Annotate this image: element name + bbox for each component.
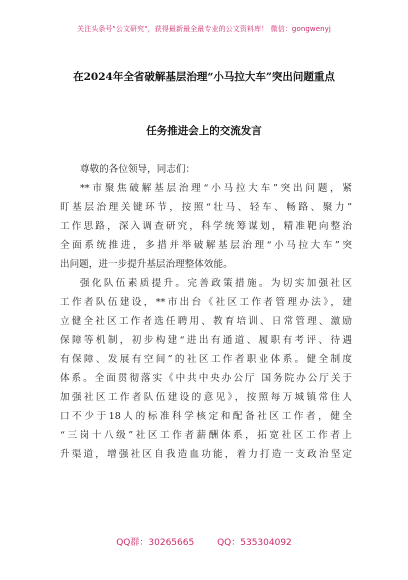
- paragraph-line: 立健全社区工作者选任聘用、教育培训、日常管理、激励: [60, 316, 352, 327]
- paragraph-line: 盯基层治理关键环节，按照“壮马、轻车、畅路、聚力”: [60, 202, 352, 213]
- paragraph-line: **市聚焦破解基层治理“小马拉大车”突出问题，紧: [80, 183, 352, 194]
- header-banner: 关注头条号"公文研究"，获得最新最全最专业的公文资料库！ 微信：gongwenyj: [77, 25, 331, 33]
- document-title-line-1: 在2024年全省破解基层治理“小马拉大车”突出问题重点: [73, 71, 335, 83]
- paragraph-line: 体系。全面贯彻落实《中共中央办公厅 国务院办公厅关于: [60, 373, 352, 384]
- qq-number-label: QQ：535304092: [217, 538, 292, 548]
- paragraph-line: 出问题，进一步提升基层治理整体效能。: [60, 259, 233, 270]
- paragraph-line: 加强社区工作者队伍建设的意见》，按照每万城镇常住人: [60, 392, 352, 403]
- paragraph-line: 强化队伍素质提升。完善政策措施。为切实加强社区: [80, 278, 352, 289]
- paragraph-line: 工作者队伍建设，**市出台《社区工作者管理办法》，建: [60, 297, 352, 308]
- paragraph-line: 工作思路，深入调查研究，科学统筹谋划，精准靶向整治: [60, 221, 352, 232]
- document-title-line-2: 任务推进会上的交流发言: [146, 125, 262, 137]
- paragraph-line: 口不少于18人的标准科学核定和配备社区工作者，健全: [60, 411, 352, 422]
- footer-contact: [0, 535, 408, 548]
- document-body: [60, 160, 352, 464]
- salutation: 尊敬的各位领导，同志们：: [80, 164, 196, 175]
- paragraph-line: 全面系统推进，多措并举破解基层治理“小马拉大车”突: [60, 240, 352, 251]
- paragraph-line: 保障等机制，初步构建“进出有通道、履职有考评、待遇: [60, 335, 352, 346]
- qq-group-label: QQ群：30265665: [116, 538, 195, 548]
- paragraph-line: “三岗十八级”社区工作者薪酬体系，拓宽社区工作者上: [60, 430, 352, 441]
- paragraph-line: 有保障、发展有空间”的社区工作者职业体系。健全制度: [60, 354, 352, 365]
- paragraph-line: 升渠道，增强社区自我造血功能，着力打造一支政治坚定: [60, 449, 352, 460]
